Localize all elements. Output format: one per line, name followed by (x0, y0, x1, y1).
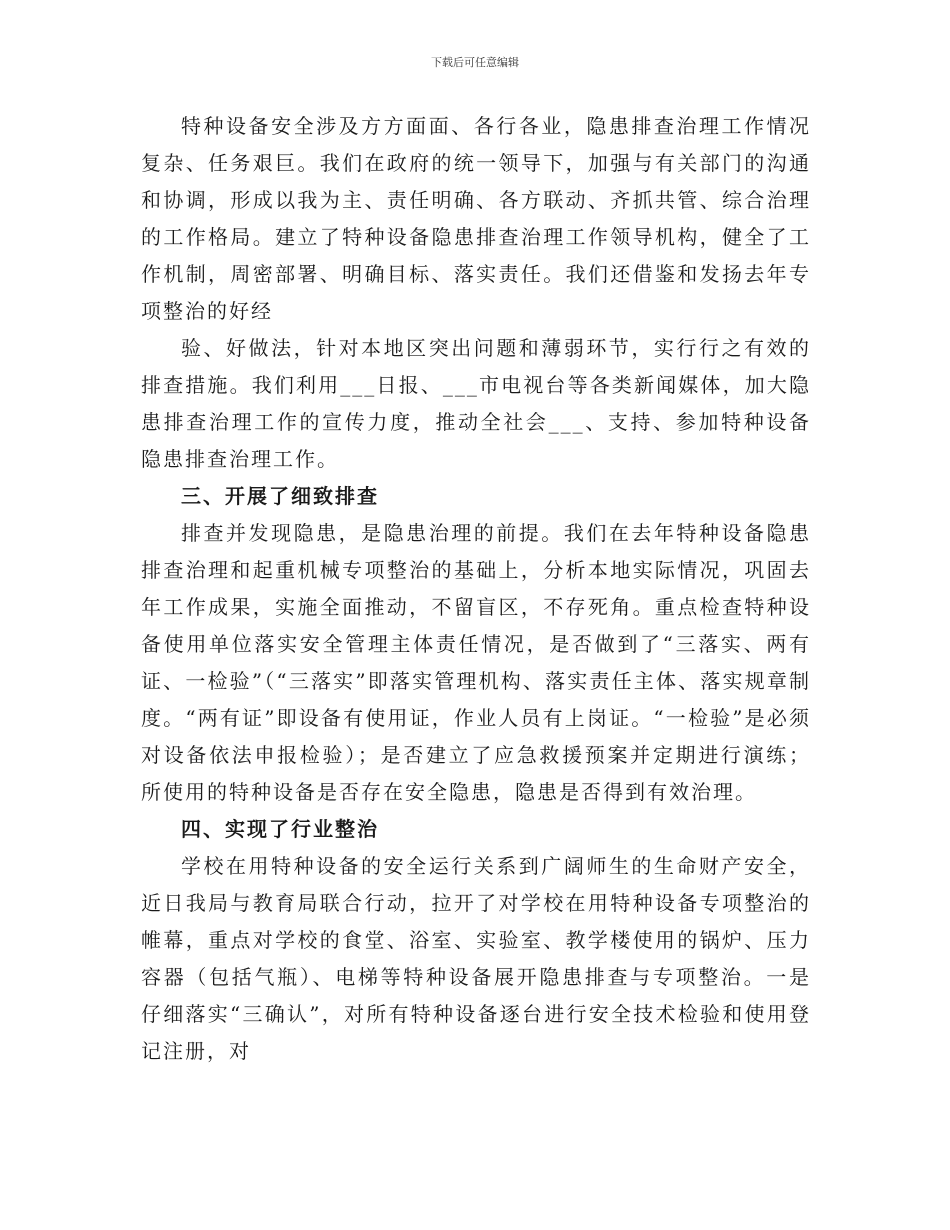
section-heading: 四、实现了行业整治 (181, 817, 379, 841)
paragraph: 验、好做法，针对本地区突出问题和薄弱环节，实行行之有效的排查措施。我们利用___日报、___市电视台等各类新闻媒体，加大隐患排查治理工作的宣传力度，推动全社会___、支持、参加特种设备隐患排查治理工作。 (141, 336, 811, 471)
paragraph: 学校在用特种设备的安全运行关系到广阔师生的生命财产安全，近日我局与教育局联合行动，拉开了对学校在用特种设备专项整治的帷幕，重点对学校的食堂、浴室、实验室、教学楼使用的锅炉、压力容器（包括气瓶）、电梯等特种设备展开隐患排查与专项整治。一是仔细落实“三确认”，对所有特种设备逐台进行安全技术检验和使用登记注册，对 (141, 854, 811, 1063)
document-body (141, 108, 811, 1070)
paragraph: 排查并发现隐患，是隐患治理的前提。我们在去年特种设备隐患排查治理和起重机械专项整治的基础上，分析本地实际情况，巩固去年工作成果，实施全面推动，不留盲区，不存死角。重点检查特种设备使用单位落实安全管理主体责任情况，是否做到了“三落实、两有证、一检验”（“三落实”即落实管理机构、落实责任主体、落实规章制度。“两有证”即设备有使用证，作业人员有上岗证。“一检验”是必须对设备依法申报检验）；是否建立了应急救援预案并定期进行演练；所使用的特种设备是否存在安全隐患，隐患是否得到有效治理。 (141, 521, 811, 804)
section-heading: 三、开展了细致排查 (181, 484, 379, 508)
page-header: 下载后可任意编辑 (431, 56, 519, 69)
paragraph: 特种设备安全涉及方方面面、各行各业，隐患排查治理工作情况复杂、任务艰巨。我们在政府的统一领导下，加强与有关部门的沟通和协调，形成以我为主、责任明确、各方联动、齐抓共管、综合治理的工作格局。建立了特种设备隐患排查治理工作领导机构，健全了工作机制，周密部署、明确目标、落实责任。我们还借鉴和发扬去年专项整治的好经 (141, 114, 811, 323)
